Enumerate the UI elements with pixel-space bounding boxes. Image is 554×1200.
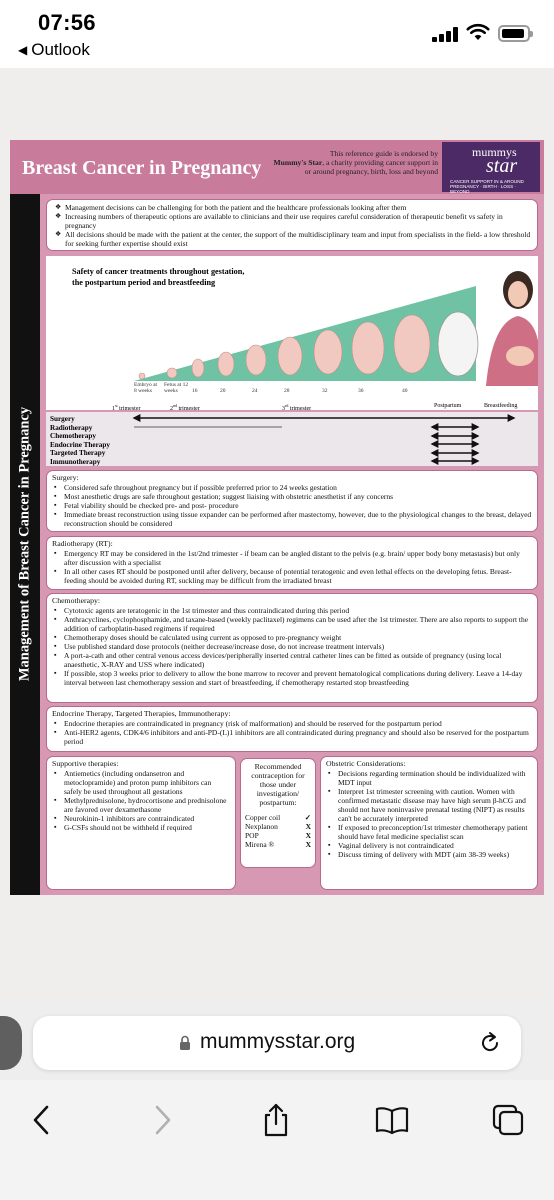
trimester-number: 3 [282, 406, 285, 412]
status-bar [0, 0, 554, 68]
radiotherapy-box [46, 536, 538, 590]
illustration-title-line: the postpartum period and breastfeeding [72, 278, 216, 287]
therapy-arrows [46, 412, 538, 466]
obstetric-point: ▪ Interpret 1st trimester screening with caution. Women with confirmed metastatic disease may have high serum β-hCG and should not have noninvasive prenatal testing (NIPT) as results can't be accurately interpreted [326, 787, 532, 823]
tabs-icon[interactable] [490, 1102, 526, 1138]
logo-word-mummys: mummys [472, 145, 517, 159]
contraception-item [245, 840, 311, 849]
surgery-point: ▪ Fetal viability should be checked pre- and post- procedure [52, 501, 532, 510]
fetus-figure [314, 330, 342, 374]
obstetric-heading: Obstetric Considerations: [326, 759, 406, 768]
fetus-figure [218, 352, 234, 376]
third-trimester-label [282, 403, 311, 412]
fetus-figure [352, 322, 384, 374]
contraception-name: Copper coil [245, 813, 281, 822]
supportive-point: ▪ Methylprednisolone, hydrocortisone and prednisolone are favored over dexamethasone [52, 796, 230, 814]
week-label: 28 [284, 388, 290, 394]
fetus-figure [192, 359, 204, 377]
document-content [40, 194, 544, 895]
document-page [10, 140, 544, 895]
logo-tagline: CANCER SUPPORT IN & AROUND PREGNANCY · BIRTH · LOSS · BEYOND [450, 179, 524, 194]
week-label: 40 [402, 388, 408, 394]
status-time: 07:56 [38, 10, 96, 35]
week-label: 36 [358, 388, 364, 394]
contraception-box [240, 758, 316, 868]
address-bar-area [0, 1000, 554, 1080]
swaddled-baby-figure [438, 312, 478, 376]
back-app-label: Outlook [31, 40, 90, 59]
chemotherapy-point: ▪ A port-a-cath and other central venous access devices/peripherally inserted central catheter lines can be fitted as outside of pregnancy (using local anaesthetic, X-RAY and USS where indicated) [52, 651, 532, 669]
therapy-label-endocrine: Endocrine Therapy [50, 440, 110, 449]
endocrine-box [46, 706, 538, 752]
intro-point: ❖ All decisions should be made with the patient at the center, the support of the multidisciplinary team and input from specialists in the field- a low threshold for seeking further expertise should exist [53, 230, 531, 248]
share-icon[interactable] [258, 1102, 294, 1138]
embryo-label: Embryo at 8 weeks [134, 382, 158, 394]
week-label: 32 [322, 388, 328, 394]
trimester-suffix: rd [285, 403, 289, 408]
address-bar[interactable] [33, 1016, 521, 1070]
obstetric-point: ▪ Decisions regarding termination should be individualized with MDT input [326, 769, 532, 787]
fetus-figure [394, 315, 430, 373]
check-mark-icon: ✓ [304, 813, 311, 822]
contraception-item [245, 831, 311, 840]
week-label: 24 [252, 388, 258, 394]
contraception-name: Mirena ® [245, 840, 275, 849]
contraception-name: Nexplanon [245, 822, 278, 831]
document-viewer[interactable] [0, 68, 554, 1000]
therapy-label-surgery: Surgery [50, 415, 75, 423]
mummys-star-logo [442, 142, 540, 192]
therapy-label-chemotherapy: Chemotherapy [50, 432, 96, 441]
previous-tab-pill[interactable] [0, 1016, 22, 1070]
second-trimester-label [170, 403, 200, 412]
illustration-title-line: Safety of cancer treatments throughout gestation, [72, 267, 245, 276]
endorsement-text [272, 149, 438, 176]
side-title: Management of Breast Cancer in Pregnancy [16, 406, 33, 682]
trimester-number: 2 [170, 406, 173, 412]
contraception-heading: Recommended contraception for those under investigation/ postpartum: [251, 762, 305, 807]
url-text: mummysstar.org [200, 1030, 356, 1053]
week-label: 16 [192, 388, 198, 394]
endocrine-point: ▪ Anti-HER2 agents, CDK4/6 inhibitors and anti-PD-(L)1 inhibitors are all contraindicated during pregnancy and should also be reserved for the postpartum period [52, 728, 532, 746]
surgery-point: ▪ Considered safe throughout pregnancy but if possible preferred prior to 24 weeks gestation [52, 483, 532, 492]
trimester-word: trimester [117, 406, 141, 412]
cross-mark-icon: X [305, 840, 311, 849]
contraception-name: POP [245, 831, 259, 840]
obstetric-point: ▪ If exposed to preconception/1st trimester chemotherapy patient should have fetal medicine specialist scan [326, 823, 532, 841]
trimester-number: 1 [112, 406, 115, 412]
therapy-label-radiotherapy: Radiotherapy [50, 423, 93, 432]
logo-word-star: star [486, 155, 518, 177]
supportive-therapies-box [46, 756, 236, 890]
back-triangle-icon: ◀ [18, 43, 28, 57]
endocrine-point: ▪ Endocrine therapies are contraindicated in pregnancy (risk of malformation) and should be reserved for the postpartum period [52, 719, 532, 728]
trimester-word: trimester [288, 406, 312, 412]
cellular-signal-icon [432, 26, 460, 42]
browser-toolbar [0, 1080, 554, 1200]
radiotherapy-point: ▪ Emergency RT may be considered in the 1st/2nd trimester - if beam can be angled distant to the pelvis (e.g. brain/ upper body bony metastasis) but only after discussion with a specialist [52, 549, 532, 567]
therapy-label-immunotherapy: Immunotherapy [50, 458, 101, 466]
chemotherapy-point: ▪ If possible, stop 3 weeks prior to delivery to allow the bone marrow to recover and prevent hematological complications during delivery. Leave a 14-day interval between last chemotherapy session and start of breastfeeding, if chemotherapy restarted stop breastfeeding [52, 669, 532, 687]
fetus-figure [167, 368, 177, 378]
trimester-word: trimester [177, 406, 200, 412]
chemotherapy-point: ▪ Use published standard dose protocols (neither decrease/increase dose, do not increase treatment intervals) [52, 642, 532, 651]
cross-mark-icon: X [305, 822, 311, 831]
gestation-figure [46, 256, 538, 410]
surgery-heading: Surgery: [52, 473, 79, 482]
trimester-suffix: nd [173, 403, 177, 408]
document-header [10, 140, 544, 194]
document-title: Breast Cancer in Pregnancy [22, 157, 262, 179]
contraception-item [245, 813, 311, 822]
side-title-bar [10, 194, 40, 895]
obstetric-point: ▪ Vaginal delivery is not contraindicated [326, 841, 532, 850]
intro-box [46, 199, 538, 251]
chemotherapy-point: ▪ Chemotherapy doses should be calculated using current as opposed to pre-pregnancy weight [52, 633, 532, 642]
fetus-figure [278, 337, 302, 375]
surgery-point: ▪ Most anesthetic drugs are safe throughout gestation; suggest liaising with obstetric anesthetist if any concerns [52, 492, 532, 501]
back-chevron-icon[interactable] [24, 1102, 60, 1138]
surgery-point: ▪ Immediate breast reconstruction using tissue expander can be performed after mastectomy, however, due to the physiological changes to the breast, delayed reconstruction should be considered [52, 510, 532, 528]
embryo-figure [139, 373, 145, 379]
week-label: 20 [220, 388, 226, 394]
reload-icon[interactable] [477, 1030, 503, 1056]
endorsement-line: This reference guide is endorsed by [329, 149, 438, 158]
supportive-heading: Supportive therapies: [52, 759, 119, 768]
endocrine-heading: Endocrine Therapy, Targeted Therapies, Immunotherapy: [52, 709, 231, 718]
endorsement-rest: , a charity providing cancer support in or around pregnancy, birth, loss and beyond [304, 158, 438, 176]
chemotherapy-point: ▪ Cytotoxic agents are teratogenic in the 1st trimester and thus contraindicated during this period [52, 606, 532, 615]
back-to-outlook-button[interactable] [18, 40, 90, 60]
supportive-point: ▪ Antiemetics (including ondansetron and metoclopramide) and proton pump inhibitors can safely be used throughout all gestations [52, 769, 230, 796]
radiotherapy-heading: Radiotherapy (RT): [52, 539, 113, 548]
surgery-box [46, 470, 538, 532]
obstetric-point: ▪ Discuss timing of delivery with MDT (aim 38-39 weeks) [326, 850, 532, 859]
therapy-label-targeted: Targeted Therapy [50, 449, 106, 458]
fetus-figure [246, 345, 266, 375]
cross-mark-icon: X [305, 831, 311, 840]
battery-icon [498, 25, 530, 42]
radiotherapy-point: ▪ In all other cases RT should be postponed until after delivery, because of potential teratogenic and even lethal effects on the developing fetus. Breast-feeding should be avoided during RT, suckling may be difficult from the irradiated breast [52, 567, 532, 585]
chemotherapy-box [46, 593, 538, 703]
endorsement-org: Mummy's Star [273, 158, 323, 167]
trimester-suffix: st [115, 403, 118, 408]
gestation-illustration [46, 256, 538, 410]
chemotherapy-heading: Chemotherapy: [52, 596, 101, 605]
fetus-label: Fetus at 12 weeks [164, 382, 189, 394]
forward-chevron-icon[interactable] [144, 1102, 180, 1138]
lock-icon [179, 1035, 191, 1051]
therapy-safety-timeline [46, 412, 538, 466]
supportive-point: ▪ G-CSFs should not be withheld if required [52, 823, 230, 832]
intro-point: ❖ Increasing numbers of therapeutic options are available to clinicians and their use requires careful consideration of therapeutic benefit vs safety in pregnancy [53, 212, 531, 230]
first-trimester-label [112, 403, 141, 412]
mother-breastfeeding-figure [486, 271, 538, 386]
wifi-icon [466, 22, 490, 42]
supportive-point: ▪ Neurokinin-1 inhibitors are contraindicated [52, 814, 230, 823]
intro-point: ❖ Management decisions can be challenging for both the patient and the healthcare professionals looking after them [53, 203, 531, 212]
postpartum-label: Postpartum [434, 403, 462, 409]
breastfeeding-label: Breastfeeding [484, 403, 518, 409]
bookmarks-icon[interactable] [374, 1102, 410, 1138]
chemotherapy-point: ▪ Anthracyclines, cyclophosphamide, and taxane-based (weekly paclitaxel) regimens can be used after the 1st trimester. There are also reports to support the addition of carboplatin-based regimens if required [52, 615, 532, 633]
obstetric-considerations-box [320, 756, 538, 890]
contraception-item [245, 822, 311, 831]
